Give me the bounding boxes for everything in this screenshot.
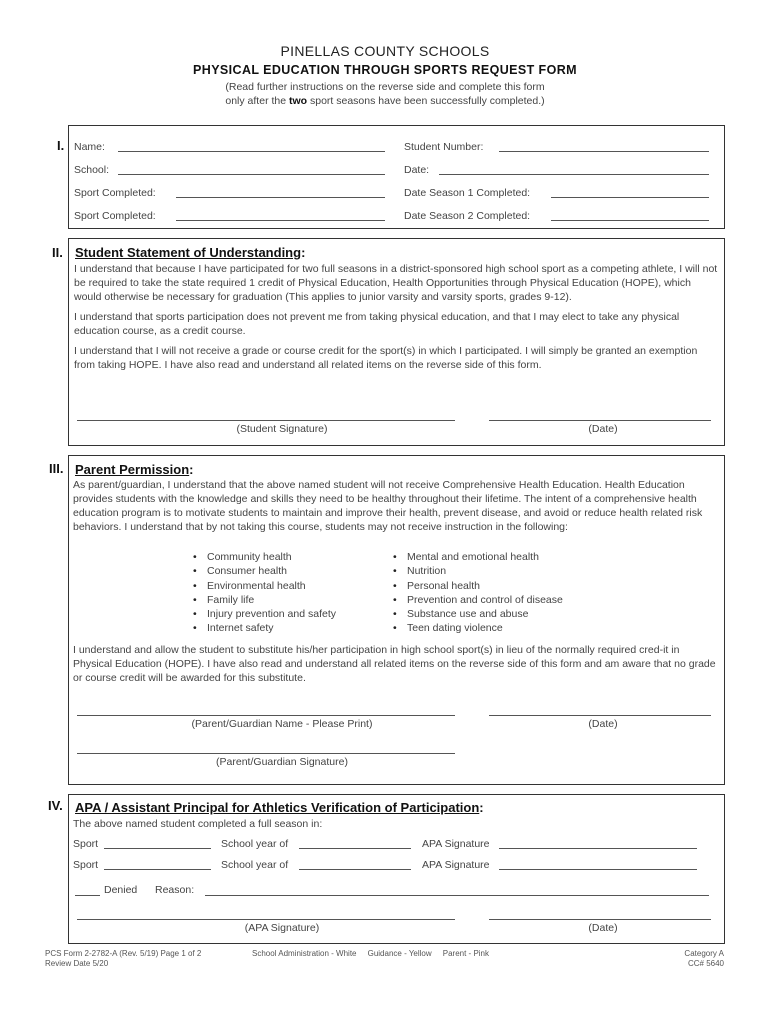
school-label: School: bbox=[74, 164, 110, 176]
school-year-2-label: School year of bbox=[221, 859, 289, 871]
section-3-numeral: III. bbox=[49, 461, 64, 476]
footer-review-date: Review Date 5/20 bbox=[45, 959, 109, 968]
apa-signature-2-field[interactable] bbox=[499, 869, 697, 870]
statement-paragraph-2: I understand that sports participation does not prevent me from taking physical education, and that I may elect to take any physical education course, as a credit course. bbox=[74, 311, 680, 337]
parent-name-caption: (Parent/Guardian Name - Please Print) bbox=[191, 718, 373, 730]
substitution-statement: I understand and allow the student to substitute his/her participation in high school sport(s) in lieu of the normally required cred-it in Physical Education (HOPE). I have also read and understand all related items on the reverse side of this form and am aware that no grade or course credit will be awarded for this substitute. bbox=[73, 644, 716, 684]
sport-2-label: Sport bbox=[73, 859, 99, 871]
health-topic: • Internet safety bbox=[193, 621, 336, 635]
sport-1-label: Sport bbox=[73, 838, 99, 850]
health-topic: • Environmental health bbox=[193, 579, 336, 593]
sport-2-field[interactable] bbox=[104, 869, 211, 870]
section-3-title bbox=[75, 462, 194, 477]
student-statement bbox=[74, 262, 719, 378]
health-topic: • Substance use and abuse bbox=[393, 607, 563, 621]
apa-signature-1-label: APA Signature bbox=[422, 838, 490, 850]
name-label: Name: bbox=[74, 141, 105, 153]
school-field[interactable] bbox=[118, 174, 385, 175]
parent-date-line[interactable] bbox=[489, 715, 711, 716]
health-topics-left bbox=[193, 550, 336, 636]
section-4-box bbox=[68, 794, 725, 944]
instruction-text-a: only after the bbox=[225, 95, 289, 107]
district-name: PINELLAS COUNTY SCHOOLS bbox=[280, 43, 490, 59]
sport-completed-2-label: Sport Completed: bbox=[74, 210, 156, 222]
health-topic: • Mental and emotional health bbox=[393, 550, 563, 564]
student-signature-caption: (Student Signature) bbox=[236, 423, 328, 435]
health-topic: • Consumer health bbox=[193, 564, 336, 578]
health-topic: • Family life bbox=[193, 593, 336, 607]
student-number-label: Student Number: bbox=[404, 141, 484, 153]
student-number-field[interactable] bbox=[499, 151, 709, 152]
instruction-line-2 bbox=[0, 94, 770, 108]
section-2-title-text: Student Statement of Understanding bbox=[75, 245, 302, 260]
health-topic: • Community health bbox=[193, 550, 336, 564]
sport-1-field[interactable] bbox=[104, 848, 211, 849]
section-2-title bbox=[75, 245, 305, 260]
instruction-line-1: (Read further instructions on the reverse side and complete this form bbox=[225, 81, 545, 93]
apa-signature-2-label: APA Signature bbox=[422, 859, 490, 871]
sport-completed-1-label: Sport Completed: bbox=[74, 187, 156, 199]
footer-category: Category A bbox=[684, 949, 724, 958]
section-4-title bbox=[75, 800, 484, 815]
section-2-numeral: II. bbox=[52, 245, 63, 260]
health-topic: • Nutrition bbox=[393, 564, 563, 578]
health-topic: • Teen dating violence bbox=[393, 621, 563, 635]
parent-signature-caption: (Parent/Guardian Signature) bbox=[216, 756, 348, 768]
name-field[interactable] bbox=[118, 151, 385, 152]
statement-paragraph-1: I understand that because I have participated for two full seasons in a district-sponsored high school sport as a competing athlete, I will not be required to take the state required 1 credit of Physical Education, Health Opportunities through Physical Education (HOPE), which would otherwise be necessary for graduation (This applies to junior varsity and varsity sports, grades 9-12). bbox=[74, 263, 718, 303]
section-4-title-text: APA / Assistant Principal for Athletics Verification of Participation bbox=[75, 800, 480, 815]
school-year-1-field[interactable] bbox=[299, 848, 411, 849]
apa-date-caption: (Date) bbox=[588, 922, 618, 934]
date-label: Date: bbox=[404, 164, 430, 176]
section-3-title-colon: : bbox=[189, 462, 194, 477]
section-2-title-colon: : bbox=[301, 245, 306, 260]
section-1-numeral: I. bbox=[57, 138, 65, 153]
footer-cc-number: CC# 5640 bbox=[687, 959, 724, 968]
student-date-caption: (Date) bbox=[588, 423, 618, 435]
student-signature-line[interactable] bbox=[77, 420, 455, 421]
form-title: PHYSICAL EDUCATION THROUGH SPORTS REQUEST FORM bbox=[193, 63, 577, 77]
health-topic: • Personal health bbox=[393, 579, 563, 593]
sport-completed-1-field[interactable] bbox=[176, 197, 385, 198]
denied-checkline[interactable] bbox=[75, 895, 100, 896]
parent-date-caption: (Date) bbox=[588, 718, 618, 730]
school-year-1-label: School year of bbox=[221, 838, 289, 850]
season-2-date-label: Date Season 2 Completed: bbox=[404, 210, 531, 222]
denied-label: Denied bbox=[104, 884, 138, 896]
footer-distribution: School Administration - White Guidance - Yellow Parent - Pink bbox=[252, 949, 489, 958]
health-topic: • Injury prevention and safety bbox=[193, 607, 336, 621]
verification-intro: The above named student completed a full season in: bbox=[73, 818, 323, 830]
student-date-line[interactable] bbox=[489, 420, 711, 421]
parent-permission-text: As parent/guardian, I understand that the above named student will not receive Comprehensive Health Education. Health Education provides students with the knowledge and skills they need to be healthy throughout their lifetime. The intent of a comprehensive health education program is to motivate students to maintain and improve their health, prevent disease, and avoid or reduce health related risk behaviors. I understand that by not taking this course, students may not receive instruction in the following: bbox=[73, 479, 703, 533]
apa-date-line[interactable] bbox=[489, 919, 711, 920]
reason-field[interactable] bbox=[205, 895, 709, 896]
season-2-date-field[interactable] bbox=[551, 220, 709, 221]
apa-signature-1-field[interactable] bbox=[499, 848, 697, 849]
health-topics-right bbox=[393, 550, 563, 636]
footer-form-id: PCS Form 2-2782-A (Rev. 5/19) Page 1 of 2 bbox=[45, 949, 202, 958]
school-year-2-field[interactable] bbox=[299, 869, 411, 870]
season-1-date-field[interactable] bbox=[551, 197, 709, 198]
section-2-box bbox=[68, 238, 725, 446]
health-topic: • Prevention and control of disease bbox=[393, 593, 563, 607]
section-4-title-colon: : bbox=[479, 800, 484, 815]
section-3-title-text: Parent Permission bbox=[75, 462, 190, 477]
section-1-box bbox=[68, 125, 725, 229]
parent-name-line[interactable] bbox=[77, 715, 455, 716]
section-4-numeral: IV. bbox=[48, 798, 63, 813]
apa-signature-line[interactable] bbox=[77, 919, 455, 920]
form-instructions bbox=[0, 80, 770, 108]
reason-label: Reason: bbox=[155, 884, 195, 896]
season-1-date-label: Date Season 1 Completed: bbox=[404, 187, 531, 199]
statement-paragraph-3: I understand that I will not receive a grade or course credit for the sport(s) in which I participated. I will simply be granted an exemption from taking HOPE. I have also read and understand all related items on the reverse side of this form. bbox=[74, 345, 698, 371]
instruction-emphasis: two bbox=[289, 95, 308, 107]
instruction-text-b: sport seasons have been successfully completed.) bbox=[307, 95, 545, 107]
apa-signature-caption: (APA Signature) bbox=[244, 922, 320, 934]
parent-signature-line[interactable] bbox=[77, 753, 455, 754]
date-field[interactable] bbox=[439, 174, 709, 175]
sport-completed-2-field[interactable] bbox=[176, 220, 385, 221]
section-3-box bbox=[68, 455, 725, 785]
